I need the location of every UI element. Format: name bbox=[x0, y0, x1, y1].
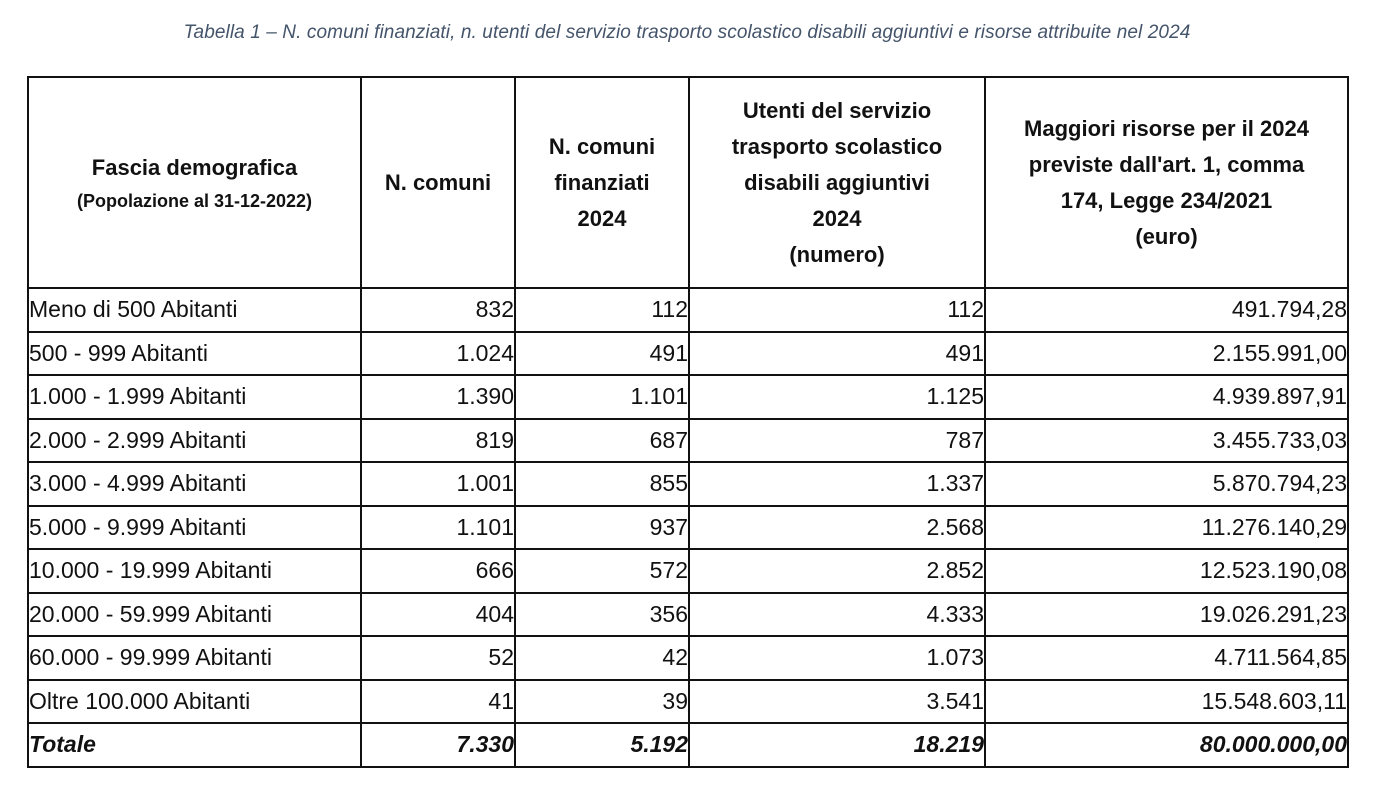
cell-risorse: 15.548.603,11 bbox=[985, 680, 1348, 724]
cell-risorse: 3.455.733,03 bbox=[985, 419, 1348, 463]
cell-comuni: 1.390 bbox=[361, 375, 515, 419]
cell-finanziati: 687 bbox=[515, 419, 689, 463]
cell-fascia: 20.000 - 59.999 Abitanti bbox=[28, 593, 361, 637]
cell-finanziati: 42 bbox=[515, 636, 689, 680]
cell-fascia: Oltre 100.000 Abitanti bbox=[28, 680, 361, 724]
cell-utenti: 3.541 bbox=[689, 680, 985, 724]
cell-fascia: 10.000 - 19.999 Abitanti bbox=[28, 549, 361, 593]
header-risorse-line1: Maggiori risorse per il 2024 bbox=[1024, 115, 1309, 141]
header-finanziati-line1: N. comuni bbox=[548, 133, 656, 159]
total-finanziati: 5.192 bbox=[515, 723, 689, 767]
total-label: Totale bbox=[28, 723, 361, 767]
table-caption: Tabella 1 – N. comuni finanziati, n. utenti del servizio trasporto scolastico disabili aggiuntivi e risorse attribuite nel 2024 bbox=[183, 22, 1191, 43]
cell-finanziati: 112 bbox=[515, 288, 689, 332]
header-fascia bbox=[28, 77, 361, 288]
cell-fascia: Meno di 500 Abitanti bbox=[28, 288, 361, 332]
table-row bbox=[28, 680, 1348, 724]
cell-fascia: 5.000 - 9.999 Abitanti bbox=[28, 506, 361, 550]
cell-comuni: 819 bbox=[361, 419, 515, 463]
cell-risorse: 5.870.794,23 bbox=[985, 462, 1348, 506]
cell-finanziati: 491 bbox=[515, 332, 689, 376]
table-row bbox=[28, 549, 1348, 593]
cell-utenti: 4.333 bbox=[689, 593, 985, 637]
cell-fascia: 2.000 - 2.999 Abitanti bbox=[28, 419, 361, 463]
header-finanziati-line2: finanziati bbox=[554, 169, 650, 195]
cell-risorse: 4.939.897,91 bbox=[985, 375, 1348, 419]
cell-finanziati: 572 bbox=[515, 549, 689, 593]
header-risorse-line3: 174, Legge 234/2021 bbox=[1060, 187, 1273, 213]
header-utenti-line4: 2024 bbox=[812, 205, 862, 231]
header-risorse-line2: previste dall'art. 1, comma bbox=[1028, 151, 1305, 177]
cell-comuni: 1.101 bbox=[361, 506, 515, 550]
header-comuni bbox=[361, 77, 515, 288]
cell-utenti: 1.337 bbox=[689, 462, 985, 506]
header-comuni-label: N. comuni bbox=[384, 169, 492, 195]
header-utenti bbox=[689, 77, 985, 288]
cell-risorse: 11.276.140,29 bbox=[985, 506, 1348, 550]
table-row bbox=[28, 419, 1348, 463]
cell-fascia: 3.000 - 4.999 Abitanti bbox=[28, 462, 361, 506]
table-row bbox=[28, 375, 1348, 419]
table-row bbox=[28, 593, 1348, 637]
header-fascia-subtitle: (Popolazione al 31-12-2022) bbox=[76, 190, 313, 211]
cell-comuni: 832 bbox=[361, 288, 515, 332]
cell-utenti: 1.125 bbox=[689, 375, 985, 419]
cell-finanziati: 855 bbox=[515, 462, 689, 506]
cell-fascia: 500 - 999 Abitanti bbox=[28, 332, 361, 376]
cell-comuni: 41 bbox=[361, 680, 515, 724]
table-row bbox=[28, 636, 1348, 680]
table-row bbox=[28, 332, 1348, 376]
header-utenti-line3: disabili aggiuntivi bbox=[744, 169, 930, 195]
cell-risorse: 491.794,28 bbox=[985, 288, 1348, 332]
cell-finanziati: 39 bbox=[515, 680, 689, 724]
cell-comuni: 666 bbox=[361, 549, 515, 593]
header-utenti-line5: (numero) bbox=[789, 241, 885, 267]
cell-risorse: 2.155.991,00 bbox=[985, 332, 1348, 376]
cell-utenti: 2.568 bbox=[689, 506, 985, 550]
header-risorse-line4: (euro) bbox=[1135, 223, 1198, 249]
cell-comuni: 1.024 bbox=[361, 332, 515, 376]
header-finanziati bbox=[515, 77, 689, 288]
header-utenti-line2: trasporto scolastico bbox=[731, 133, 943, 159]
header-utenti-line1: Utenti del servizio bbox=[742, 97, 932, 123]
total-risorse: 80.000.000,00 bbox=[985, 723, 1348, 767]
cell-comuni: 1.001 bbox=[361, 462, 515, 506]
cell-utenti: 1.073 bbox=[689, 636, 985, 680]
total-utenti: 18.219 bbox=[689, 723, 985, 767]
header-row bbox=[28, 77, 1348, 288]
table-row bbox=[28, 288, 1348, 332]
cell-utenti: 112 bbox=[689, 288, 985, 332]
cell-utenti: 2.852 bbox=[689, 549, 985, 593]
cell-utenti: 787 bbox=[689, 419, 985, 463]
cell-comuni: 52 bbox=[361, 636, 515, 680]
header-risorse bbox=[985, 77, 1348, 288]
cell-comuni: 404 bbox=[361, 593, 515, 637]
table-row bbox=[28, 506, 1348, 550]
table-row bbox=[28, 462, 1348, 506]
header-finanziati-line3: 2024 bbox=[577, 205, 627, 231]
cell-utenti: 491 bbox=[689, 332, 985, 376]
data-table bbox=[27, 76, 1349, 768]
total-comuni: 7.330 bbox=[361, 723, 515, 767]
total-row bbox=[28, 723, 1348, 767]
header-fascia-title: Fascia demografica bbox=[91, 154, 298, 180]
cell-risorse: 4.711.564,85 bbox=[985, 636, 1348, 680]
cell-finanziati: 356 bbox=[515, 593, 689, 637]
cell-fascia: 60.000 - 99.999 Abitanti bbox=[28, 636, 361, 680]
cell-fascia: 1.000 - 1.999 Abitanti bbox=[28, 375, 361, 419]
cell-finanziati: 937 bbox=[515, 506, 689, 550]
cell-finanziati: 1.101 bbox=[515, 375, 689, 419]
cell-risorse: 12.523.190,08 bbox=[985, 549, 1348, 593]
cell-risorse: 19.026.291,23 bbox=[985, 593, 1348, 637]
